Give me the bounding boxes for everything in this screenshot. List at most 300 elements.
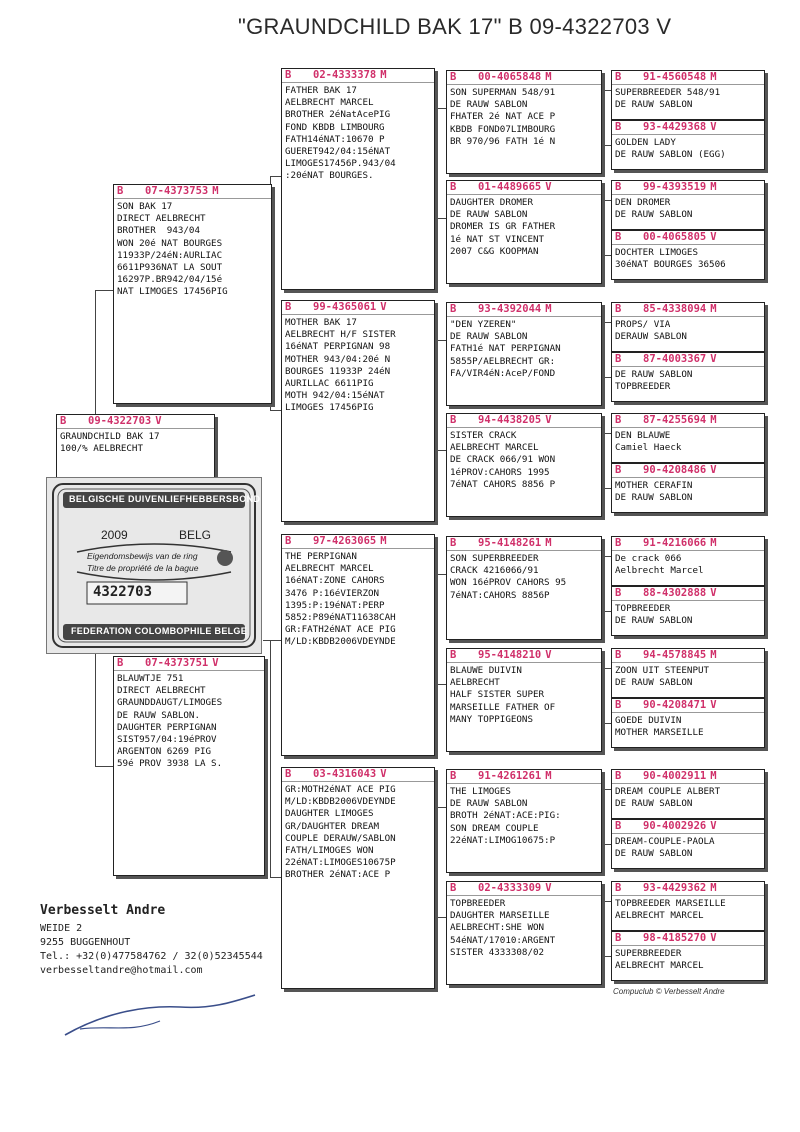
note-line: M/LD:KBDB2006VDEYNDE xyxy=(285,796,396,808)
note-line: FATH1é NAT PERPIGNAN xyxy=(450,343,561,355)
box-header xyxy=(447,303,601,317)
gender-letter: B xyxy=(60,415,67,427)
note-line: BLAUWE DUIVIN xyxy=(450,665,522,676)
box-notes xyxy=(612,317,764,343)
note-line: BROTH 2éNAT:ACE:PIG: xyxy=(450,810,561,822)
note-line: SISTER CRACK xyxy=(450,430,517,441)
gender-letter: B xyxy=(450,303,457,315)
gender-letter: B xyxy=(450,414,457,426)
note-line: DE RAUW SABLON xyxy=(615,209,693,221)
ancestor-box xyxy=(611,302,765,352)
owner-phone: Tel.: +32(0)477584762 / 32(0)52345544 xyxy=(40,951,263,962)
note-line: DIRECT AELBRECHT xyxy=(117,685,206,697)
note-line: MOTHER 943/04:20é N xyxy=(285,353,391,365)
note-line: DIRECT AELBRECHT xyxy=(117,213,206,225)
ring-number: 90-4002911 xyxy=(643,770,707,782)
sex-letter: M xyxy=(710,181,717,193)
gender-letter: B xyxy=(615,231,622,243)
ring-number: 00-4065848 xyxy=(478,71,542,83)
note-line: DE RAUW SABLON xyxy=(615,369,693,380)
card-line-1: Eigendomsbewijs van de ring xyxy=(87,551,198,561)
note-line: DE RAUW SABLON xyxy=(615,615,693,627)
gender-letter: B xyxy=(450,649,457,661)
pedigree-connector xyxy=(270,176,281,177)
note-line: DROMER IS GR FATHER xyxy=(450,221,556,233)
box-header xyxy=(282,768,434,782)
gender-letter: B xyxy=(450,770,457,782)
gender-letter: B xyxy=(450,882,457,894)
box-header xyxy=(612,699,764,713)
gender-letter: B xyxy=(615,181,622,193)
gender-letter: B xyxy=(450,537,457,549)
note-line: DREAM-COUPLE-PAOLA xyxy=(615,836,715,847)
note-line: DE RAUW SABLON xyxy=(450,331,528,343)
box-header xyxy=(612,464,764,478)
gender-letter: B xyxy=(450,181,457,193)
note-line: DE RAUW SABLON xyxy=(615,848,693,860)
note-line: WON 16éPROV CAHORS 95 xyxy=(450,577,567,589)
great-grandparent-box xyxy=(446,180,602,284)
ancestor-box xyxy=(611,931,765,981)
note-line: COUPLE DERAUW/SABLON xyxy=(285,832,396,844)
note-line: 1é NAT ST VINCENT xyxy=(450,233,545,245)
note-line: DE RAUW SABLON xyxy=(615,492,693,504)
box-header xyxy=(612,770,764,784)
note-line: GOEDE DUIVIN xyxy=(615,715,682,726)
box-notes xyxy=(612,551,764,577)
gender-letter: B xyxy=(117,657,124,669)
ring-number: 02-4333309 xyxy=(478,882,542,894)
note-line: 22éNAT:LIMOGES10675P xyxy=(285,857,396,869)
sex-letter: V xyxy=(545,882,552,894)
box-notes xyxy=(447,784,601,847)
sex-letter: V xyxy=(710,932,717,944)
note-line: 11933P/24éN:AURLIAC xyxy=(117,249,223,261)
pedigree-title: "GRAUNDCHILD BAK 17" B 09-4322703 V xyxy=(238,14,672,39)
gender-letter: B xyxy=(615,770,622,782)
note-line: 22éNAT:LIMOG10675:P xyxy=(450,834,556,846)
ring-number: 88-4302888 xyxy=(643,587,707,599)
box-notes xyxy=(612,601,764,627)
box-notes xyxy=(114,199,271,299)
note-line: AELBRECHT:SHE WON xyxy=(450,922,545,934)
ring-number: 07-4373753 xyxy=(145,185,209,197)
gender-letter: B xyxy=(615,414,622,426)
note-line: DE RAUW SABLON xyxy=(615,99,693,111)
note-line: SON SUPERMAN 548/91 xyxy=(450,87,556,98)
box-notes xyxy=(612,85,764,111)
ancestor-box xyxy=(611,536,765,586)
ring-number: 00-4065805 xyxy=(643,231,707,243)
note-line: ZOON UIT STEENPUT xyxy=(615,665,710,676)
gender-letter: B xyxy=(285,301,292,313)
note-line: AELBRECHT MARCEL xyxy=(285,97,374,109)
note-line: AELBRECHT MARCEL xyxy=(615,960,704,972)
ring-number: 87-4003367 xyxy=(643,353,707,365)
card-country: BELG xyxy=(179,528,212,542)
ring-number: 93-4392044 xyxy=(478,303,542,315)
note-line: DE RAUW SABLON (EGG) xyxy=(615,149,726,161)
note-line: BROTHER 2éNatAcePIG xyxy=(285,109,391,121)
great-grandparent-box xyxy=(446,881,602,985)
ring-number: 98-4185270 xyxy=(643,932,707,944)
note-line: Aelbrecht Marcel xyxy=(615,565,704,577)
sex-letter: M xyxy=(710,303,717,315)
gender-letter: B xyxy=(615,649,622,661)
note-line: 100/% AELBRECHT xyxy=(60,443,143,455)
sex-letter: M xyxy=(380,69,387,81)
note-line: 54éNAT/17010:ARGENT xyxy=(450,934,556,946)
note-line: "DEN YZEREN" xyxy=(450,319,517,330)
ancestor-box xyxy=(611,698,765,748)
owner-block xyxy=(40,903,263,978)
note-line: BR 970/96 FATH 1é N xyxy=(450,135,556,147)
box-header xyxy=(612,537,764,551)
note-line: GUERET942/04:15éNAT xyxy=(285,146,391,158)
great-grandparent-box xyxy=(446,536,602,640)
note-line: 3476 P:16éVIERZON xyxy=(285,587,380,599)
ancestor-box xyxy=(611,230,765,280)
ancestor-box xyxy=(611,70,765,120)
ancestor-box xyxy=(611,648,765,698)
note-line: M/LD:KBDB2006VDEYNDE xyxy=(285,636,396,648)
ring-number: 94-4438205 xyxy=(478,414,542,426)
gender-letter: B xyxy=(615,464,622,476)
note-line: GR:FATH2éNAT ACE PIG xyxy=(285,624,396,636)
note-line: TOPBREEDER xyxy=(615,603,671,614)
box-header xyxy=(114,657,264,671)
note-line: 7éNAT CAHORS 8856 P xyxy=(450,478,556,490)
note-line: PROPS/ VIA xyxy=(615,319,671,330)
box-notes xyxy=(612,896,764,922)
sex-letter: M xyxy=(710,649,717,661)
note-line: BROTHER 943/04 xyxy=(117,225,200,237)
owner-name: Verbesselt Andre xyxy=(40,903,166,918)
ancestor-box xyxy=(611,413,765,463)
note-line: ARGENTON 6269 PIG xyxy=(117,746,212,758)
note-line: MOTHER CERAFIN xyxy=(615,480,693,491)
box-header xyxy=(612,414,764,428)
ring-number: 95-4148210 xyxy=(478,649,542,661)
gender-letter: B xyxy=(117,185,124,197)
note-line: SON BAK 17 xyxy=(117,201,173,212)
note-line: THE PERPIGNAN xyxy=(285,551,357,562)
note-line: FOND KBDB LIMBOURG xyxy=(285,121,385,133)
note-line: SON SUPERBREEDER xyxy=(450,553,539,564)
box-notes xyxy=(612,135,764,161)
card-ring-number: 4322703 xyxy=(93,584,153,600)
ring-number: 90-4002926 xyxy=(643,820,707,832)
note-line: FA/VIR4éN:AceP/FOND xyxy=(450,367,556,379)
owner-email[interactable]: verbesseltandre@hotmail.com xyxy=(40,965,203,976)
great-grandparent-box xyxy=(446,70,602,174)
sex-letter: M xyxy=(212,185,219,197)
ring-number: 91-4261261 xyxy=(478,770,542,782)
ancestor-box xyxy=(611,586,765,636)
ancestor-box xyxy=(611,463,765,513)
ancestor-box xyxy=(611,819,765,869)
note-line: Camiel Haeck xyxy=(615,442,682,454)
box-notes xyxy=(612,946,764,972)
box-notes xyxy=(447,85,601,148)
note-line: BOURGES 11933P 24éN xyxy=(285,365,391,377)
sex-letter: V xyxy=(710,231,717,243)
box-header xyxy=(447,770,601,784)
note-line: DE RAUW SABLON xyxy=(615,677,693,689)
ring-number: 90-4208471 xyxy=(643,699,707,711)
note-line: 16éNAT:ZONE CAHORS xyxy=(285,575,385,587)
box-notes xyxy=(612,784,764,810)
box-header xyxy=(612,353,764,367)
sex-letter: M xyxy=(380,535,387,547)
note-line: THE LIMOGES xyxy=(450,786,511,797)
note-line: 1éPROV:CAHORS 1995 xyxy=(450,466,550,478)
gender-letter: B xyxy=(615,882,622,894)
sex-letter: M xyxy=(710,882,717,894)
note-line: SON DREAM COUPLE xyxy=(450,822,539,834)
box-notes xyxy=(447,317,601,380)
sex-letter: M xyxy=(545,770,552,782)
box-header xyxy=(282,535,434,549)
note-line: LIMOGES 17456PIG xyxy=(285,402,374,414)
note-line: AELBRECHT MARCEL xyxy=(450,442,539,454)
note-line: AURILLAC 6611PIG xyxy=(285,378,374,390)
note-line: 59é PROV 3938 LA S. xyxy=(117,758,223,770)
box-header xyxy=(612,231,764,245)
sex-letter: V xyxy=(545,181,552,193)
note-line: 7éNAT:CAHORS 8856P xyxy=(450,589,550,601)
box-notes xyxy=(282,83,434,183)
box-notes xyxy=(612,663,764,689)
box-notes xyxy=(57,429,214,455)
great-grandparent-box xyxy=(446,302,602,406)
grandparent-box xyxy=(281,767,435,989)
sex-letter: V xyxy=(155,415,162,427)
note-line: DE RAUW SABLON xyxy=(450,798,528,810)
sex-letter: V xyxy=(380,301,387,313)
ring-number: 93-4429362 xyxy=(643,882,707,894)
note-line: 16éNAT PERPIGNAN 98 xyxy=(285,341,391,353)
ring-number: 07-4373751 xyxy=(145,657,209,669)
box-notes xyxy=(612,713,764,739)
note-line: AELBRECHT MARCEL xyxy=(615,910,704,922)
ancestor-box xyxy=(611,120,765,170)
box-header xyxy=(447,181,601,195)
note-line: SIST957/04:19éPROV xyxy=(117,734,217,746)
box-header xyxy=(114,185,271,199)
ring-number: 99-4393519 xyxy=(643,181,707,193)
subject-box xyxy=(56,414,215,478)
ring-number: 09-4322703 xyxy=(88,415,152,427)
box-header xyxy=(282,69,434,83)
signature-graphic xyxy=(60,985,260,1045)
ancestor-box xyxy=(611,769,765,819)
note-line: 16297P.BR942/04/15é xyxy=(117,274,223,286)
owner-city: 9255 BUGGENHOUT xyxy=(40,937,131,948)
note-line: DEN DROMER xyxy=(615,197,671,208)
ring-number: 94-4578845 xyxy=(643,649,707,661)
note-line: DE RAUW SABLON. xyxy=(117,709,200,721)
note-line: 1395:P:19éNAT:PERP xyxy=(285,599,385,611)
box-header xyxy=(612,303,764,317)
note-line: 30éNAT BOURGES 36506 xyxy=(615,259,726,271)
ring-number: 85-4338094 xyxy=(643,303,707,315)
owner-street: WEIDE 2 xyxy=(40,923,83,934)
note-line: HALF SISTER SUPER xyxy=(450,689,545,701)
note-line: FATH14éNAT:10670 P xyxy=(285,133,385,145)
note-line: De crack 066 xyxy=(615,553,682,564)
box-notes xyxy=(612,834,764,860)
gender-letter: B xyxy=(285,69,292,81)
gender-letter: B xyxy=(615,932,622,944)
ring-number: 87-4255694 xyxy=(643,414,707,426)
box-header xyxy=(447,882,601,896)
note-line: GRAUNDCHILD BAK 17 xyxy=(60,431,160,442)
sex-letter: V xyxy=(710,464,717,476)
sex-letter: M xyxy=(545,537,552,549)
card-org-top: BELGISCHE DUIVENLIEFHEBBERSBOND xyxy=(69,494,261,504)
gender-letter: B xyxy=(615,820,622,832)
pedigree-connector xyxy=(263,640,281,641)
pedigree-connector xyxy=(95,290,96,415)
gender-letter: B xyxy=(615,71,622,83)
sex-letter: M xyxy=(710,537,717,549)
note-line: FATH/LIMOGES WON xyxy=(285,845,374,857)
box-notes xyxy=(447,428,601,491)
note-line: GR:MOTH2éNAT ACE PIG xyxy=(285,784,396,795)
note-line: GOLDEN LADY xyxy=(615,137,676,148)
note-line: DE RAUW SABLON xyxy=(450,99,528,111)
note-line: DAUGHTER PERPIGNAN xyxy=(117,721,217,733)
note-line: :20éNAT BOURGES. xyxy=(285,170,374,182)
sex-letter: V xyxy=(545,414,552,426)
note-line: 6611P936NAT LA SOUT xyxy=(117,262,223,274)
sex-letter: V xyxy=(545,649,552,661)
gender-letter: B xyxy=(615,699,622,711)
sex-letter: M xyxy=(710,414,717,426)
sex-letter: V xyxy=(710,699,717,711)
ancestor-box xyxy=(611,352,765,402)
note-line: GR/DAUGHTER DREAM xyxy=(285,820,380,832)
box-header xyxy=(447,649,601,663)
sire-box xyxy=(113,184,272,404)
pedigree-connector xyxy=(95,766,113,767)
card-org-bottom: FEDERATION COLOMBOPHILE BELGE xyxy=(71,626,248,636)
box-header xyxy=(447,414,601,428)
note-line: DE RAUW SABLON xyxy=(450,209,528,221)
note-line: FHATER 2é NAT ACE P xyxy=(450,111,556,123)
ring-number: 99-4365061 xyxy=(313,301,377,313)
note-line: AELBRECHT MARCEL xyxy=(285,563,374,575)
box-notes xyxy=(282,782,434,882)
grandparent-box xyxy=(281,68,435,290)
note-line: CRACK 4216066/91 xyxy=(450,565,539,577)
note-line: MANY TOPPIGEONS xyxy=(450,713,533,725)
note-line: NAT LIMOGES 17456PIG xyxy=(117,286,228,298)
box-header xyxy=(447,71,601,85)
card-year: 2009 xyxy=(101,528,128,542)
gender-letter: B xyxy=(285,768,292,780)
dam-box xyxy=(113,656,265,876)
box-header xyxy=(612,649,764,663)
sex-letter: V xyxy=(710,121,717,133)
sex-letter: V xyxy=(710,353,717,365)
note-line: DEN BLAUWE xyxy=(615,430,671,441)
pedigree-connector xyxy=(270,877,281,878)
box-header xyxy=(612,882,764,896)
note-line: SUPERBREEDER xyxy=(615,948,682,959)
note-line: DAUGHTER DROMER xyxy=(450,197,533,208)
gender-letter: B xyxy=(450,71,457,83)
box-notes xyxy=(612,195,764,221)
gender-letter: B xyxy=(615,587,622,599)
ring-number: 91-4216066 xyxy=(643,537,707,549)
note-line: BLAUWTJE 751 xyxy=(117,673,184,684)
pedigree-connector xyxy=(95,290,113,291)
pedigree-connector xyxy=(270,640,271,877)
grandparent-box xyxy=(281,300,435,522)
box-notes xyxy=(447,551,601,602)
ancestor-box xyxy=(611,881,765,931)
box-notes xyxy=(612,245,764,271)
ring-number: 01-4489665 xyxy=(478,181,542,193)
ring-number: 93-4429368 xyxy=(643,121,707,133)
ring-number: 02-4333378 xyxy=(313,69,377,81)
note-line: DE RAUW SABLON xyxy=(615,798,693,810)
sex-letter: V xyxy=(212,657,219,669)
sex-letter: V xyxy=(710,587,717,599)
sex-letter: V xyxy=(380,768,387,780)
box-notes xyxy=(447,663,601,726)
note-line: GRAUNDDAUGT/LIMOGES xyxy=(117,697,223,709)
box-header xyxy=(282,301,434,315)
note-line: DOCHTER LIMOGES xyxy=(615,247,698,258)
sex-letter: V xyxy=(710,820,717,832)
note-line: SISTER 4333308/02 xyxy=(450,946,545,958)
box-header xyxy=(612,121,764,135)
card-line-2: Titre de propriété de la bague xyxy=(87,563,199,573)
box-header xyxy=(612,181,764,195)
ring-number: 90-4208486 xyxy=(643,464,707,476)
gender-letter: B xyxy=(285,535,292,547)
note-line: 5852:P89éNAT11638CAH xyxy=(285,612,396,624)
ring-number: 91-4560548 xyxy=(643,71,707,83)
sex-letter: M xyxy=(710,71,717,83)
note-line: WON 20é NAT BOURGES xyxy=(117,237,223,249)
sex-letter: M xyxy=(545,71,552,83)
box-notes xyxy=(612,478,764,504)
ancestor-box xyxy=(611,180,765,230)
ring-certificate xyxy=(46,477,262,654)
note-line: AELBRECHT H/F SISTER xyxy=(285,329,396,341)
note-line: BROTHER 2éNAT:ACE P xyxy=(285,869,391,881)
box-header xyxy=(447,537,601,551)
box-notes xyxy=(447,896,601,959)
note-line: FATHER BAK 17 xyxy=(285,85,357,96)
box-header xyxy=(612,587,764,601)
great-grandparent-box xyxy=(446,769,602,873)
box-header xyxy=(57,415,214,429)
ring-number: 95-4148261 xyxy=(478,537,542,549)
note-line: 5855P/AELBRECHT GR: xyxy=(450,355,556,367)
note-line: MARSEILLE FATHER OF xyxy=(450,701,556,713)
note-line: SUPERBREEDER 548/91 xyxy=(615,87,721,98)
note-line: TOPBREEDER xyxy=(450,898,506,909)
note-line: MOTH 942/04:15éNAT xyxy=(285,390,385,402)
box-header xyxy=(612,820,764,834)
box-notes xyxy=(612,428,764,454)
great-grandparent-box xyxy=(446,648,602,752)
